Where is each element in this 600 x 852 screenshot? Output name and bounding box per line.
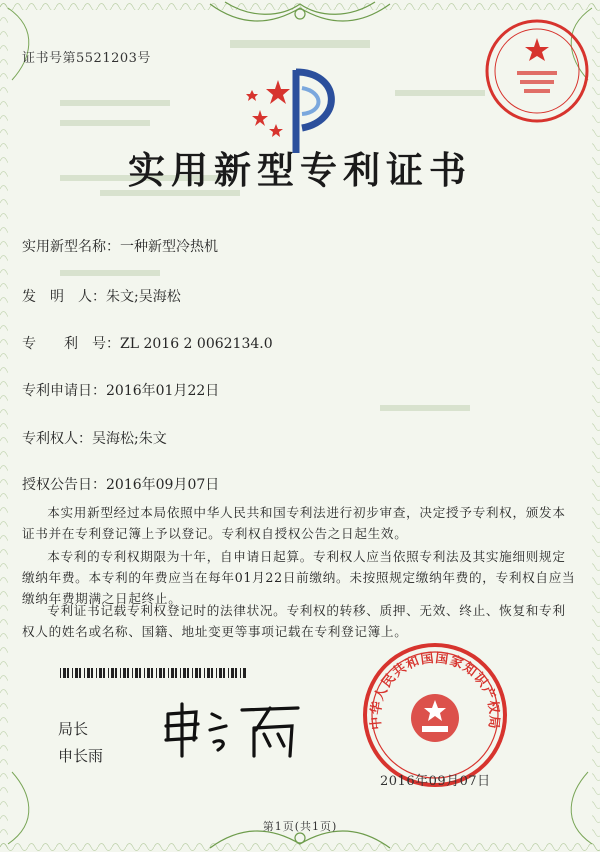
barcode-bar [60, 668, 61, 678]
tax-stamp-small [482, 16, 592, 126]
barcode-bar [127, 668, 129, 678]
barcode-bar [228, 668, 229, 678]
field-label: 专利权人： [22, 431, 92, 447]
seal-date: 2016年09月07日 [380, 774, 491, 789]
barcode-bar [243, 668, 246, 678]
field-value: 2016年09月07日 [106, 477, 220, 493]
barcode-bar [147, 668, 150, 678]
barcode-bar [151, 668, 153, 678]
national-ipo-seal [360, 640, 510, 790]
barcode-bar [187, 668, 189, 678]
barcode-bar [91, 668, 93, 678]
barcode-bar [235, 668, 237, 678]
barcode-bar [204, 668, 205, 678]
field-inventor [22, 286, 181, 306]
field-grant-date [22, 474, 219, 494]
field-value: 一种新型冷热机 [120, 239, 218, 255]
paragraph-legal-status: 专利证书记载专利权登记时的法律状况。专利权的转移、质押、无效、终止、恢复和专利权人的姓名或名称、国籍、地址变更等事项记载在专利登记簿上。 [22, 603, 566, 639]
barcode-bar [87, 668, 90, 678]
page-number: 第1页(共1页) [262, 820, 338, 833]
barcode-bar [180, 668, 181, 678]
barcode-bar [175, 668, 177, 678]
barcode-bar [163, 668, 165, 678]
director-title: 局长 [58, 720, 89, 738]
field-filing-date [22, 380, 219, 400]
barcode-bar [108, 668, 109, 678]
barcode-bar [103, 668, 105, 678]
barcode-bar [240, 668, 241, 678]
barcode-bar [156, 668, 157, 678]
barcode-bar [211, 668, 213, 678]
barcode-bar [99, 668, 102, 678]
paragraph-grant: 本实用新型经过本局依照中华人民共和国专利法进行初步审查，决定授予专利权，颁发本证书并在专利登记簿上予以登记。专利权自授权公告之日起生效。 [22, 505, 566, 541]
director-signature [160, 700, 310, 760]
field-label: 发 明 人： [22, 289, 106, 305]
barcode [60, 668, 248, 678]
field-value: 吴海松;朱文 [92, 431, 167, 447]
barcode-bar [168, 668, 169, 678]
barcode-bar [199, 668, 201, 678]
director-name: 申长雨 [58, 747, 104, 765]
barcode-bar [159, 668, 162, 678]
barcode-bar [115, 668, 117, 678]
barcode-bar [79, 668, 81, 678]
barcode-bar [111, 668, 114, 678]
barcode-bar [132, 668, 133, 678]
field-patentee [22, 428, 167, 448]
barcode-bar [75, 668, 78, 678]
paragraph-term: 本专利的专利权期限为十年，自申请日起算。专利权人应当依照专利法及其实施细则规定缴纳年费。本专利的年费应当在每年01月22日前缴纳。未按照规定缴纳年费的，专利权自应当缴纳年费期满之日起终止。 [22, 549, 576, 606]
barcode-bar [192, 668, 193, 678]
barcode-bar [195, 668, 198, 678]
barcode-bar [223, 668, 225, 678]
certificate-title: 实用新型专利证书 [128, 148, 472, 192]
certificate-number: 证书号第5521203号 [22, 51, 151, 66]
barcode-bar [135, 668, 138, 678]
field-label: 授权公告日： [22, 477, 106, 493]
barcode-bar [96, 668, 97, 678]
barcode-bar [219, 668, 222, 678]
field-label: 专 利 号： [22, 336, 120, 352]
barcode-bar [72, 668, 73, 678]
barcode-bar [231, 668, 234, 678]
field-label: 实用新型名称： [22, 239, 120, 255]
barcode-bar [84, 668, 85, 678]
barcode-bar [216, 668, 217, 678]
barcode-bar [183, 668, 186, 678]
barcode-bar [120, 668, 121, 678]
barcode-bar [139, 668, 141, 678]
field-label: 专利申请日： [22, 383, 106, 399]
field-value: 朱文;吴海松 [106, 289, 181, 305]
barcode-bar [67, 668, 69, 678]
barcode-bar [144, 668, 145, 678]
barcode-bar [123, 668, 126, 678]
field-value: 2016年01月22日 [106, 383, 220, 399]
field-patent-no [22, 333, 273, 353]
barcode-bar [207, 668, 210, 678]
field-model-name [22, 236, 218, 256]
field-value: ZL 2016 2 0062134.0 [120, 336, 273, 352]
seal-text: 中华人民共和国国家知识产权局 [368, 650, 502, 731]
barcode-bar [171, 668, 174, 678]
national-emblem-icon [411, 694, 459, 742]
barcode-bar [63, 668, 66, 678]
